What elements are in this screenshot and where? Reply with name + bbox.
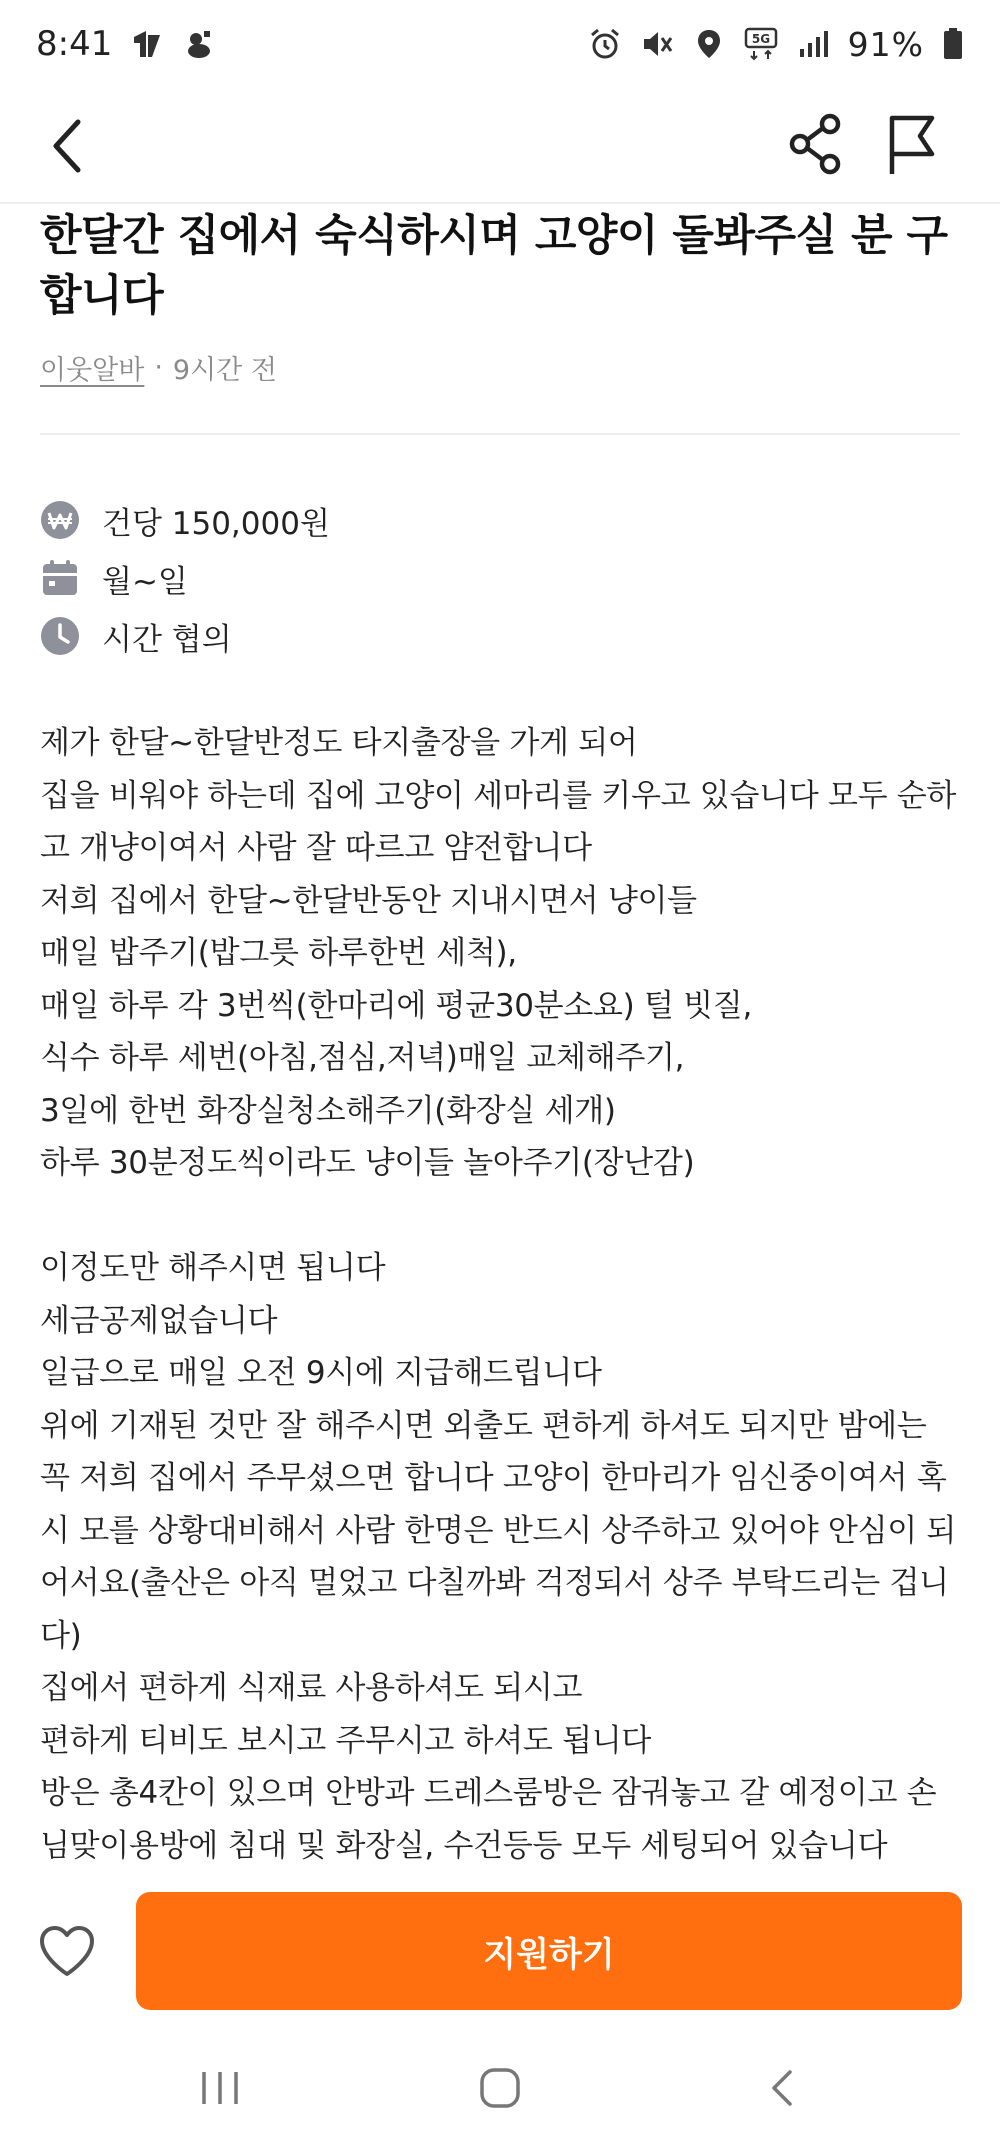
recent-apps-icon[interactable] (196, 2068, 244, 2108)
days-row (40, 549, 960, 607)
days-text: 월~일 (102, 563, 188, 600)
clock-icon (40, 616, 80, 656)
hours-text: 시간 협의 (102, 621, 232, 658)
alarm-icon (588, 27, 622, 61)
category-link[interactable]: 이웃알바 (40, 355, 145, 386)
heart-icon[interactable] (38, 1924, 96, 1978)
mute-icon (640, 27, 674, 61)
post-content (40, 204, 960, 1872)
posted-time: 9시간 전 (172, 355, 277, 386)
battery-icon (942, 27, 964, 61)
calendar-icon (40, 558, 80, 598)
meta-separator: · (154, 352, 163, 383)
pay-row (40, 491, 960, 549)
battery-level: 91% (847, 24, 924, 64)
5g-icon (744, 27, 778, 61)
divider (40, 433, 960, 435)
back-icon[interactable] (40, 112, 100, 180)
bottom-action-bar (0, 1878, 1000, 2024)
post-body: 제가 한달~한달반정도 타지출장을 가게 되어 집을 비워야 하는데 집에 고양이 세마리를 키우고 있습니다 모두 순하고 개냥이여서 사람 잘 따르고 얌전합니다 저희 집에서 한달~한달반동안 지내시면서 냥이들 매일 밥주기(밥그릇 하루한번 세척), 매일 하루 각 3번씩(한마리에 평균30분소요) 털 빗질, 식수 하루 세번(아침,점심,저녁)매일 교체해주기, 3일에 한번 화장실청소해주기(화장실 세개) 하루 30분정도씩이라도 냥이들 놀아주기(장난감) 이정도만 해주시면 됩니다 세금공제없습니다 일급으로 매일 오전 9시에 지급해드립니다 위에 기재된 것만 잘 해주시면 외출도 편하게 하셔도 되지만 밤에는 꼭 저희 집에서 주무셨으면 합니다 고양이 한마리가 임신중이여서 혹시 모를 상황대비해서 사람 한명은 반드시 상주하고 있어야 안심이 되어서요(출산은 아직 멀었고 다칠까봐 걱정되서 상주 부탁드리는 겁니다) 집에서 편하게 식재료 사용하셔도 되시고 편하게 티비도 보시고 주무시고 하셔도 됩니다 방은 총4칸이 있으며 안방과 드레스룸방은 잠궈놓고 갈 예정이고 손님맞이용방에 침대 및 화장실, 수건등등 모두 세팅되어 있습니다 (40, 725, 957, 1864)
top-bar (0, 88, 1000, 204)
status-time: 8:41 (36, 24, 113, 64)
system-nav-bar (0, 2030, 1000, 2145)
hours-row (40, 607, 960, 665)
status-bar (0, 0, 1000, 88)
app-icon (182, 27, 216, 61)
svg-text:5G: 5G (751, 32, 770, 46)
apply-button[interactable]: 지원하기 (136, 1892, 962, 2010)
pay-text: 건당 150,000원 (102, 505, 330, 542)
location-icon (692, 27, 726, 61)
notification-icon (130, 27, 164, 61)
status-left (36, 24, 216, 64)
home-icon[interactable] (478, 2066, 522, 2110)
post-title: 한달간 집에서 숙식하시며 고양이 돌봐주실 분 구합니다 (40, 211, 948, 321)
flag-icon[interactable] (880, 108, 944, 180)
signal-icon (796, 27, 830, 61)
won-icon (40, 500, 80, 540)
status-right (588, 25, 964, 64)
job-info (40, 491, 960, 665)
share-icon[interactable] (784, 108, 848, 180)
post-meta (40, 348, 960, 387)
system-back-icon[interactable] (764, 2066, 800, 2110)
